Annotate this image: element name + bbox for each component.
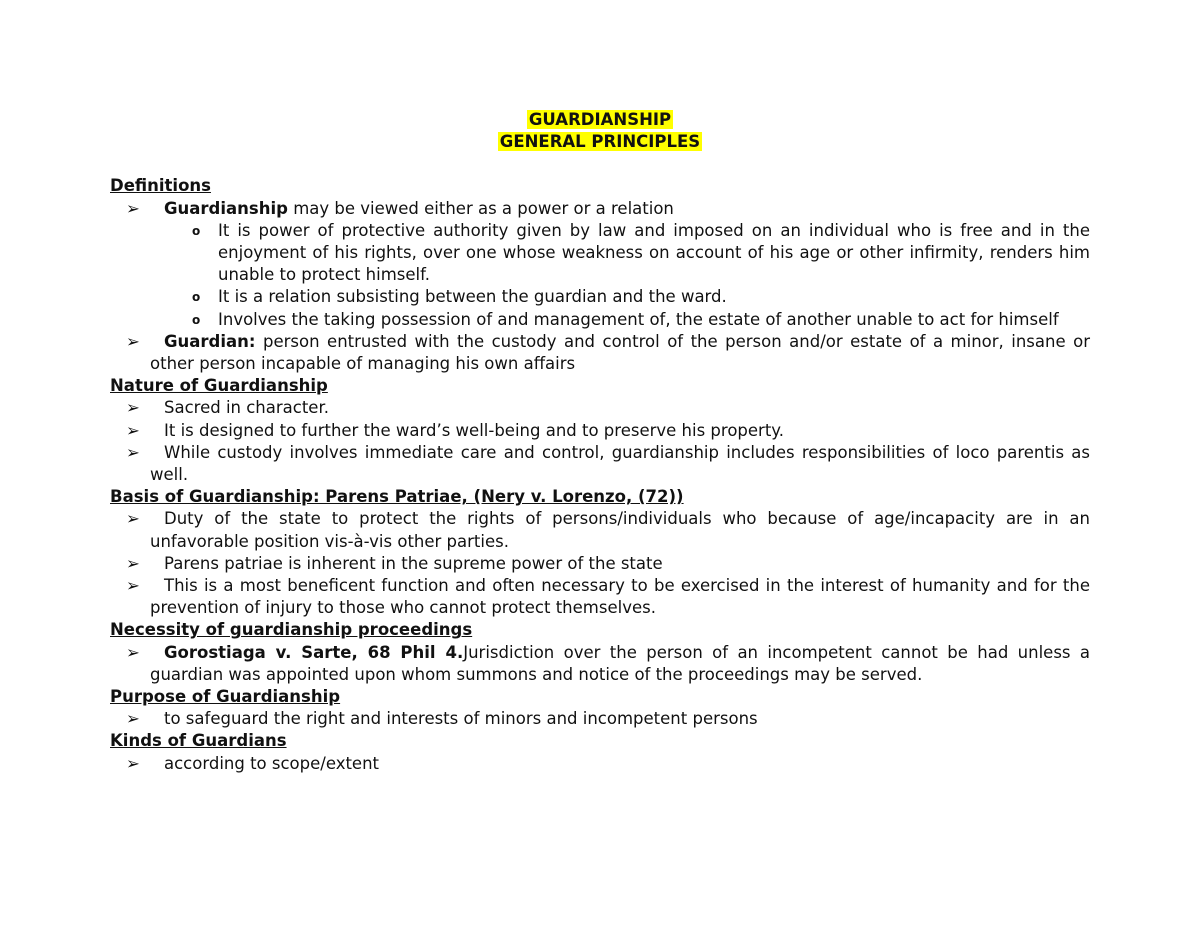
bullet-text: It is designed to further the ward’s well-being and to preserve his property. xyxy=(164,420,784,440)
sub-bullet-item xyxy=(110,309,1090,331)
heading-kinds: Kinds of Guardians xyxy=(110,731,287,751)
arrow-bullet-icon: ➢ xyxy=(126,198,140,218)
sub-bullet-item xyxy=(110,220,1090,287)
bullet-item xyxy=(110,553,1090,575)
heading-definitions: Definitions xyxy=(110,176,211,196)
bullet-item xyxy=(110,397,1090,419)
bullet-item xyxy=(110,198,1090,220)
arrow-bullet-icon: ➢ xyxy=(126,576,140,596)
title-highlight: GENERAL PRINCIPLES xyxy=(499,132,701,152)
title-highlight: GUARDIANSHIP xyxy=(528,110,672,129)
arrow-bullet-icon: ➢ xyxy=(126,553,140,573)
bullet-text: While custody involves immediate care and control, guardianship includes responsibilities of loco parentis as well. xyxy=(150,442,1090,485)
spacer xyxy=(110,153,1090,175)
heading-purpose: Purpose of Guardianship xyxy=(110,687,341,707)
bullet-item xyxy=(110,708,1090,730)
document-content xyxy=(110,109,1090,775)
circle-bullet-icon: o xyxy=(192,290,201,305)
bullet-item xyxy=(110,442,1090,486)
sub-bullet-item xyxy=(110,286,1090,308)
title-line-1 xyxy=(110,109,1090,131)
bullet-text: Jurisdiction over the person of an incompetent cannot be had unless a guardian was appointed upon whom summons and notice of the proceedings may be served. xyxy=(150,642,1091,684)
sub-bullet-text: It is a relation subsisting between the guardian and the ward. xyxy=(218,287,727,307)
arrow-bullet-icon: ➢ xyxy=(126,331,140,351)
bullet-text: Sacred in character. xyxy=(164,398,329,418)
heading-nature: Nature of Guardianship xyxy=(110,376,328,396)
arrow-bullet-icon: ➢ xyxy=(126,442,140,462)
bullet-item xyxy=(110,642,1090,686)
heading-necessity: Necessity of guardianship proceedings xyxy=(110,620,473,640)
bullet-item xyxy=(110,508,1090,552)
bullet-item xyxy=(110,331,1090,375)
bullet-text: according to scope/extent xyxy=(164,753,380,773)
bullet-text: may be viewed either as a power or a relation xyxy=(287,198,674,218)
bullet-text: This is a most beneficent function and often necessary to be exercised in the interest of humanity and for the prevention of injury to those who cannot protect themselves. xyxy=(150,576,1090,618)
term-guardianship: Guardianship xyxy=(164,198,288,218)
circle-bullet-icon: o xyxy=(192,312,201,327)
case-citation: Gorostiaga v. Sarte, 68 Phil 4. xyxy=(164,642,464,662)
bullet-text: Duty of the state to protect the rights of persons/individuals who because of age/incapacity are in an unfavorable position vis-à-vis other parties. xyxy=(150,509,1090,551)
bullet-text: to safeguard the right and interests of minors and incompetent persons xyxy=(164,709,758,729)
arrow-bullet-icon: ➢ xyxy=(126,753,140,773)
arrow-bullet-icon: ➢ xyxy=(126,709,140,729)
arrow-bullet-icon: ➢ xyxy=(126,642,140,662)
term-guardian: Guardian: xyxy=(164,331,256,351)
bullet-item xyxy=(110,420,1090,442)
sub-bullet-text: Involves the taking possession of and management of, the estate of another unable to act for himself xyxy=(218,309,1059,329)
arrow-bullet-icon: ➢ xyxy=(126,509,140,529)
bullet-text: Parens patriae is inherent in the supreme power of the state xyxy=(164,553,663,573)
arrow-bullet-icon: ➢ xyxy=(126,420,140,440)
title-line-2 xyxy=(110,131,1090,153)
bullet-item xyxy=(110,753,1090,775)
arrow-bullet-icon: ➢ xyxy=(126,398,140,418)
bullet-text: person entrusted with the custody and control of the person and/or estate of a minor, insane or other person incapable of managing his own affairs xyxy=(150,331,1090,374)
heading-basis: Basis of Guardianship: Parens Patriae, (Nery v. Lorenzo, (72)) xyxy=(110,487,684,507)
circle-bullet-icon: o xyxy=(192,223,201,238)
sub-bullet-text: It is power of protective authority given by law and imposed on an individual who is free and in the enjoyment of his rights, over one whose weakness on account of his age or other infirmity, renders him unable to protect himself. xyxy=(218,220,1090,285)
bullet-item xyxy=(110,575,1090,619)
